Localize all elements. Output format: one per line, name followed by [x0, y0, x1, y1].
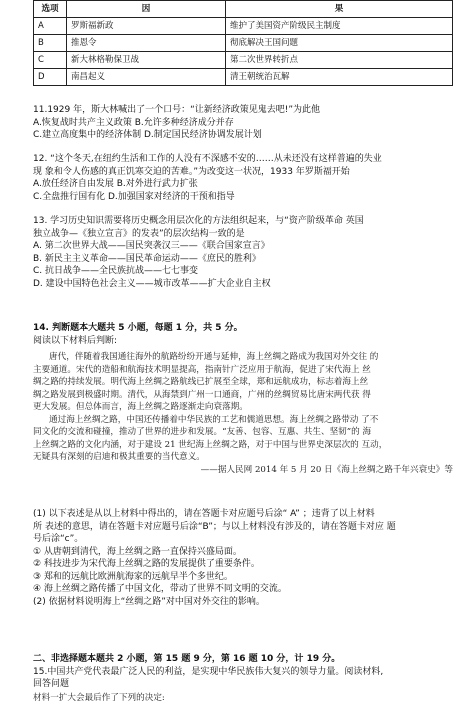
table-cell: 第二次世界转折点: [226, 52, 453, 69]
question-stem: 现 象和令人伤感的真正饥寒交迫的苦难。”为改变这一状况，1933 年罗斯福开始: [33, 166, 350, 177]
instruction-text: 阅读以下材料后判断:: [33, 335, 118, 346]
section-title: 二、非选择题本题共 2 小题，第 15 题 9 分，第 16 题 10 分，计 19 分。: [33, 654, 341, 664]
reading-passage: [33, 350, 453, 475]
question-stem: 13. 学习历史知识需要将历史概念用层次化的方法组织起来，与“资产阶级革命 英国: [33, 216, 364, 226]
passage-line: 绸之路的持续发展。明代海上丝绸之路航线已扩展至全球，郑和远航成功，标志着海上丝: [33, 377, 369, 387]
question-option: B. 新民主主义革命——国民革命运动——《庶民的胜利》: [33, 253, 261, 264]
passage-line: 同文化的交流和碰撞，推动了世界的进步和发展。“友善、包容、互惠、共生、坚韧”的 海: [33, 427, 372, 437]
rules-line: 号后涂“c”。: [33, 534, 84, 544]
passage-line: 上丝绸之路的文化内涵，对于建设 21 世纪海上丝绸之路，对于中国与世界史深层次的 互动，: [33, 439, 388, 450]
question-option: D. 建设中国特色社会主义——城市改革——扩大企业自主权: [33, 278, 271, 289]
statement-item: ④ 海上丝绸之路传播了中国文化，带动了世界不同文明的交流。: [33, 584, 287, 594]
table-row: [34, 35, 453, 52]
passage-line: 主要通道。宋代的造船和航海技术明显提高，指南针广泛应用于航海，促进了宋代海上 丝: [33, 364, 371, 375]
table-cell: D: [34, 69, 67, 86]
table-cell: B: [34, 35, 67, 52]
table-cell: 罗斯福新政: [67, 18, 226, 35]
passage-source: ——据人民网 2014 年 5 月 20 日《海上丝绸之路千年兴衰史》等: [200, 464, 453, 475]
table-cell: 新大林格勒保卫战: [67, 52, 226, 69]
table-cell: 推恩令: [67, 35, 226, 52]
table-cell: 彻底解决王国问题: [226, 35, 453, 52]
table-row: [34, 18, 453, 35]
rules-line: (1) 以下表述是从以上材料中得出的，请在答题卡对应题号后涂“ A” ；违背了以上材料: [33, 509, 375, 519]
table-row: [34, 69, 453, 86]
statement-item: (2) 依据材料说明海上“丝绸之路”对中国对外交往的影响。: [33, 596, 265, 607]
table-cell: 清王朝统治瓦解: [226, 69, 453, 86]
question-option: C.全盘推行国有化 D.加强国家对经济的干预和指导: [33, 191, 235, 202]
question-stem: 15.中国共产党代表最广泛人民的利益，是实现中华民族伟大复兴的领导力量。阅读材料,: [33, 666, 384, 677]
question-14: [33, 322, 453, 347]
table-header-row: [34, 1, 453, 18]
question-13: [33, 215, 453, 290]
passage-line: 更大发展。但总体而言，海上丝绸之路逐渐走向衰落期。: [33, 402, 248, 412]
question-option: A. 第二次世界大战——国民突袭汉三——《联合国家宣言》: [33, 241, 270, 251]
question-stem: 12. “这个冬天,在纽约生活和工作的人没有不深感不安的……从未还没有这样普遍的失业: [33, 154, 382, 164]
statement-item: ② 科技进步为宋代海上丝绸之路的发展提供了重要条件。: [33, 559, 260, 569]
statement-item: ① 从唐朝到清代，海上丝绸之路一直保持兴盛局面。: [33, 546, 242, 557]
table-header-cell: 选项: [34, 1, 67, 18]
table-cell: A: [34, 18, 67, 35]
table-cell: C: [34, 52, 67, 69]
material-line: 材料一扩大会最后作了下列的决定:: [33, 692, 165, 703]
statement-item: ③ 郑和的远航比欧洲航海家的远航早半个多世纪。: [33, 571, 233, 582]
question-12: [33, 153, 453, 203]
table-cell: 维护了美国资产阶级民主制度: [226, 18, 453, 35]
table-cell: 南昌起义: [67, 69, 226, 86]
table-header-cell: 因: [67, 1, 226, 18]
table-row: [34, 52, 453, 69]
question-option: C. 抗日战争——全民族抗战——七七事变: [33, 266, 199, 276]
passage-line: 唐代，伴随着我国通往海外的航路纷纷开通与延伸，海上丝绸之路成为我国对外交往 的: [49, 352, 379, 362]
section-title: 14. 判断题本大题共 5 小题，每题 1 分，共 5 分。: [33, 323, 243, 333]
question-11: [33, 104, 453, 142]
question-stem: 11.1929 年，斯大林喊出了一个口号：“让新经济政策见鬼去吧!”为此他: [33, 105, 321, 115]
question-stem: 回答问题: [33, 679, 70, 689]
passage-line: 无疑具有深刻的启迪和极其重要的当代意义。: [33, 452, 205, 462]
question-14-tasks: [33, 508, 453, 608]
rules-line: 所 表述的意思，请在答题卡对应题号后涂“B”；与以上材料没有涉及的，请在答题卡对应 题: [33, 521, 396, 532]
table-header-cell: 果: [226, 1, 453, 18]
question-option: A.恢复战时共产主义政策 B.允许多种经济成分并存: [33, 117, 234, 128]
question-stem: 独立战争—《独立宣言》的发表”的层次结构一致的是: [33, 228, 245, 239]
passage-line: 绸之路发展到极盛时期。清代，从海禁到广州一口通商，广州的丝绸贸易比唐宋两代获 得: [33, 389, 371, 400]
question-option: A.放任经济自由发展 B.对外进行武力扩张: [33, 179, 198, 189]
question-option: C.建立高度集中的经济体制 D.制定国民经济协调发展计划: [33, 130, 262, 140]
section-2: [33, 653, 453, 703]
options-table: [33, 0, 453, 86]
passage-line: 通过海上丝绸之路，中国还传播着中华民族的工艺和儒道思想。海上丝绸之路带动 了不: [49, 414, 379, 425]
